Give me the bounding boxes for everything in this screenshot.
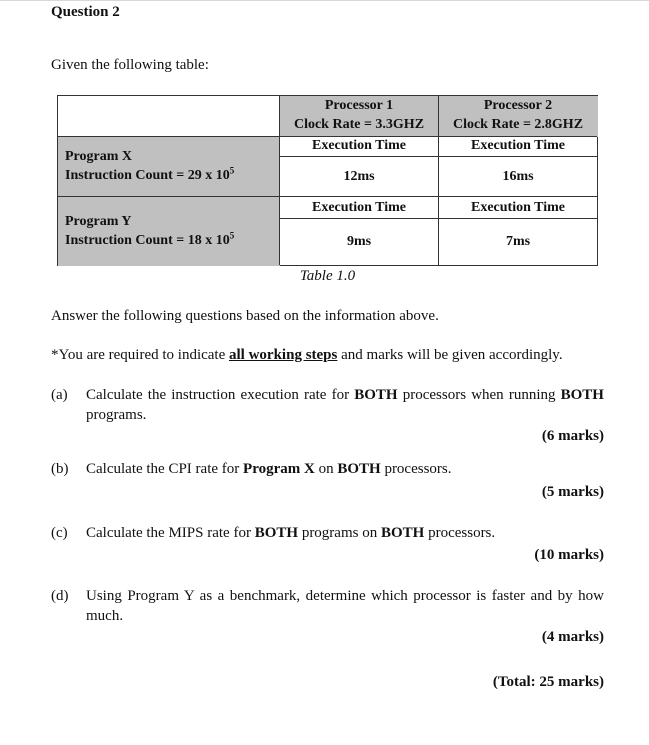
question-b xyxy=(51,459,604,479)
processor-2-name: Processor 2 xyxy=(483,98,553,113)
program-y-name: Program Y xyxy=(65,214,132,229)
processor-table xyxy=(57,95,598,266)
exec-time-label-p1-y: Execution Time xyxy=(312,200,406,215)
question-b-label: (b) xyxy=(51,461,69,477)
table-row-divider-2 xyxy=(279,156,597,157)
program-x-p2-time: 16ms xyxy=(502,169,534,184)
exec-time-label-p2-y: Execution Time xyxy=(471,200,565,215)
program-x-instruction-count: Instruction Count = 29 x $10^5$ xyxy=(65,165,235,183)
question-c-text: Calculate the MIPS rate for BOTH programs on BOTH processors. xyxy=(86,525,496,541)
program-y-instruction-count: Instruction Count = 18 x $10^5$ xyxy=(65,230,235,248)
question-d-label: (d) xyxy=(51,588,69,604)
table-row-divider-4 xyxy=(279,218,597,219)
working-steps-note: *You are required to indicate all working steps and marks will be given accordingly. xyxy=(51,347,563,363)
table-caption: Table 1.0 xyxy=(299,268,356,284)
question-a-label: (a) xyxy=(51,387,68,403)
program-x-name: Program X xyxy=(65,149,132,164)
question-a-text: Calculate the instruction execution rate for BOTH processors when running BOTH programs. xyxy=(86,387,604,423)
question-title: Question 2 xyxy=(51,4,120,20)
program-y-info xyxy=(65,212,277,250)
exec-time-label-p2-x: Execution Time xyxy=(471,138,565,153)
question-d xyxy=(51,586,604,626)
program-x-p1-time: 12ms xyxy=(343,169,375,184)
question-a xyxy=(51,385,604,425)
page-top-border xyxy=(0,0,649,1)
total-marks: (Total: 25 marks) xyxy=(492,674,604,690)
program-y-p1-time: 9ms xyxy=(346,234,372,249)
program-x-info xyxy=(65,147,277,185)
question-b-marks: (5 marks) xyxy=(541,484,604,500)
processor-1-name: Processor 1 xyxy=(324,98,394,113)
question-a-marks: (6 marks) xyxy=(541,428,604,444)
processor-1-header xyxy=(280,96,438,134)
program-y-p2-time: 7ms xyxy=(505,234,531,249)
question-c-marks: (10 marks) xyxy=(534,547,604,563)
exec-time-label-p1-x: Execution Time xyxy=(312,138,406,153)
question-d-text: Using Program Y as a benchmark, determine which processor is faster and by how much. xyxy=(86,588,604,624)
answer-intro-text: Answer the following questions based on the information above. xyxy=(51,308,439,324)
processor-2-clock-rate: Clock Rate = 2.8GHZ xyxy=(452,117,584,132)
table-row-divider-3 xyxy=(58,196,597,197)
processor-1-clock-rate: Clock Rate = 3.3GHZ xyxy=(293,117,425,132)
question-b-text: Calculate the CPI rate for Program X on BOTH processors. xyxy=(86,461,452,477)
question-c-label: (c) xyxy=(51,525,68,541)
processor-2-header xyxy=(439,96,597,134)
question-c xyxy=(51,523,604,543)
question-d-marks: (4 marks) xyxy=(541,629,604,645)
intro-text: Given the following table: xyxy=(51,57,209,73)
